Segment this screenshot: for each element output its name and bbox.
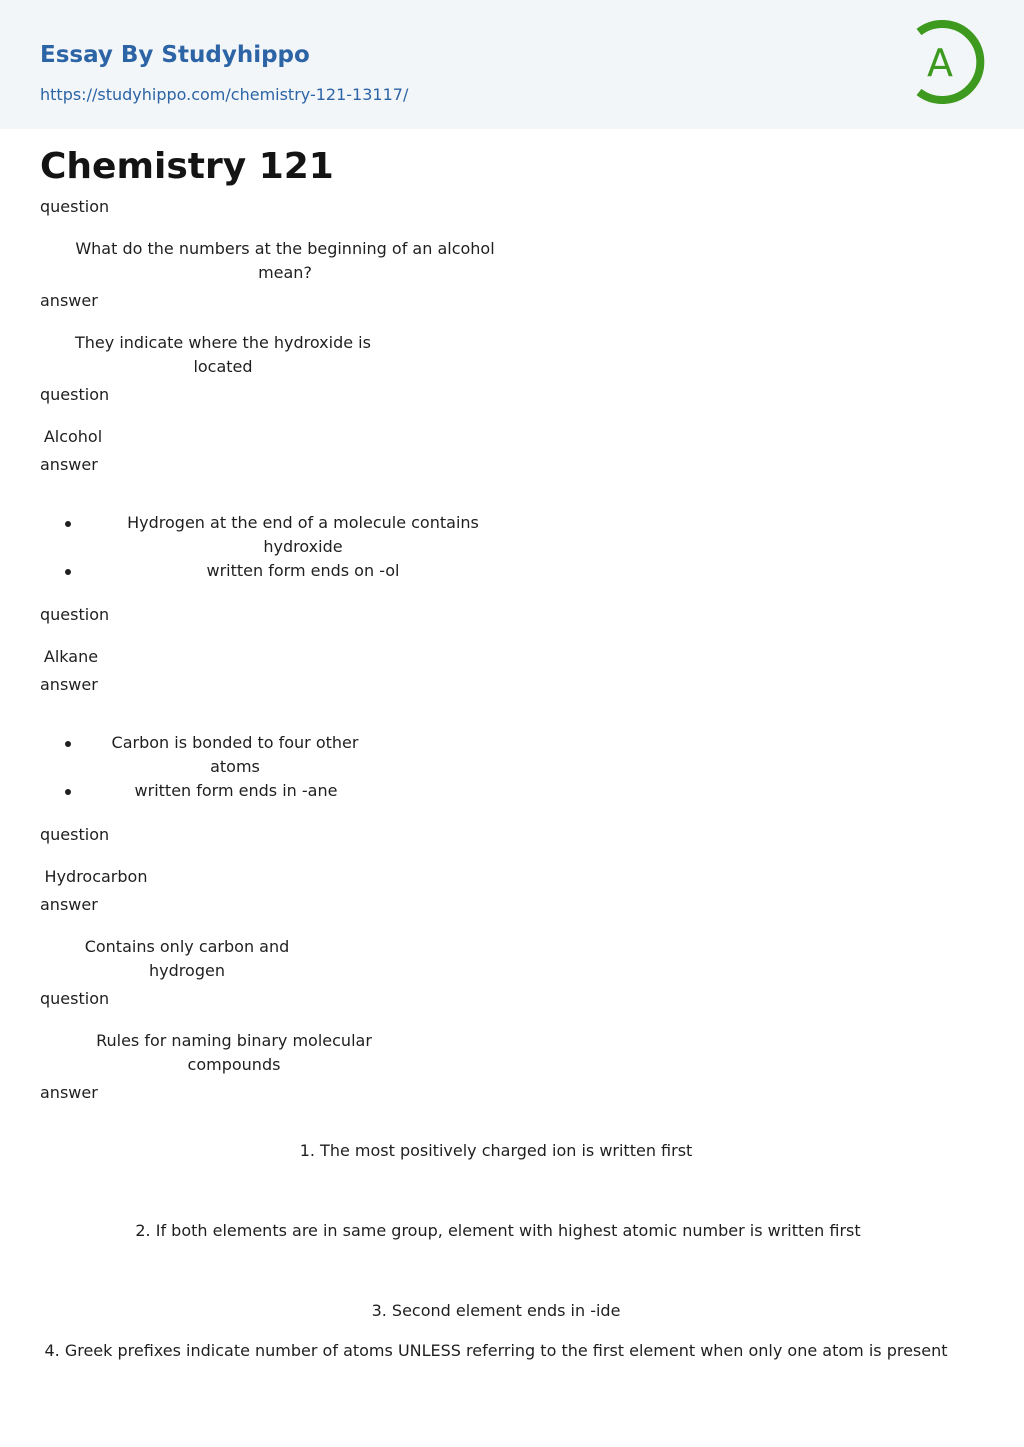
- answer-label: answer: [40, 895, 98, 914]
- answer-label: answer: [40, 1083, 98, 1102]
- rule-item: 3. Second element ends in -ide: [371, 1301, 621, 1320]
- question-label: question: [40, 197, 110, 216]
- question-text: Alcohol: [43, 427, 103, 446]
- answer-text: They indicate where the hydroxide is located: [75, 333, 371, 376]
- logo-letter: A: [927, 41, 953, 85]
- answer-text: Contains only carbon and hydrogen: [84, 937, 290, 980]
- question-label: question: [40, 605, 110, 624]
- answer-bullet: Hydrogen at the end of a molecule contains hydroxide: [127, 513, 479, 556]
- rule-item: 1. The most positively charged ion is written first: [299, 1141, 693, 1160]
- page-title: Chemistry 121: [40, 146, 334, 187]
- rule-item: 4. Greek prefixes indicate number of atoms UNLESS referring to the first element when only one atom is present: [44, 1341, 948, 1360]
- brand-title[interactable]: Essay By Studyhippo: [40, 42, 310, 68]
- answer-label: answer: [40, 291, 98, 310]
- studyhippo-logo-icon[interactable]: [907, 18, 989, 106]
- bullet-dot: [65, 789, 71, 795]
- question-text: Alkane: [43, 647, 99, 666]
- answer-label: answer: [40, 675, 98, 694]
- question-label: question: [40, 385, 110, 404]
- answer-bullet: written form ends on -ol: [206, 561, 400, 580]
- page-header: [0, 0, 1024, 129]
- bullet-dot: [65, 741, 71, 747]
- bullet-dot: [65, 521, 71, 527]
- question-text: Hydrocarbon: [44, 867, 148, 886]
- answer-bullet: written form ends in -ane: [134, 781, 338, 800]
- source-url[interactable]: https://studyhippo.com/chemistry-121-13117/: [40, 85, 409, 104]
- bullet-dot: [65, 569, 71, 575]
- question-text: Rules for naming binary molecular compounds: [96, 1031, 372, 1074]
- question-label: question: [40, 989, 110, 1008]
- question-label: question: [40, 825, 110, 844]
- answer-label: answer: [40, 455, 98, 474]
- question-text: What do the numbers at the beginning of an alcohol mean?: [75, 239, 495, 282]
- answer-bullet: Carbon is bonded to four other atoms: [111, 733, 359, 776]
- rule-item: 2. If both elements are in same group, element with highest atomic number is written first: [135, 1221, 861, 1240]
